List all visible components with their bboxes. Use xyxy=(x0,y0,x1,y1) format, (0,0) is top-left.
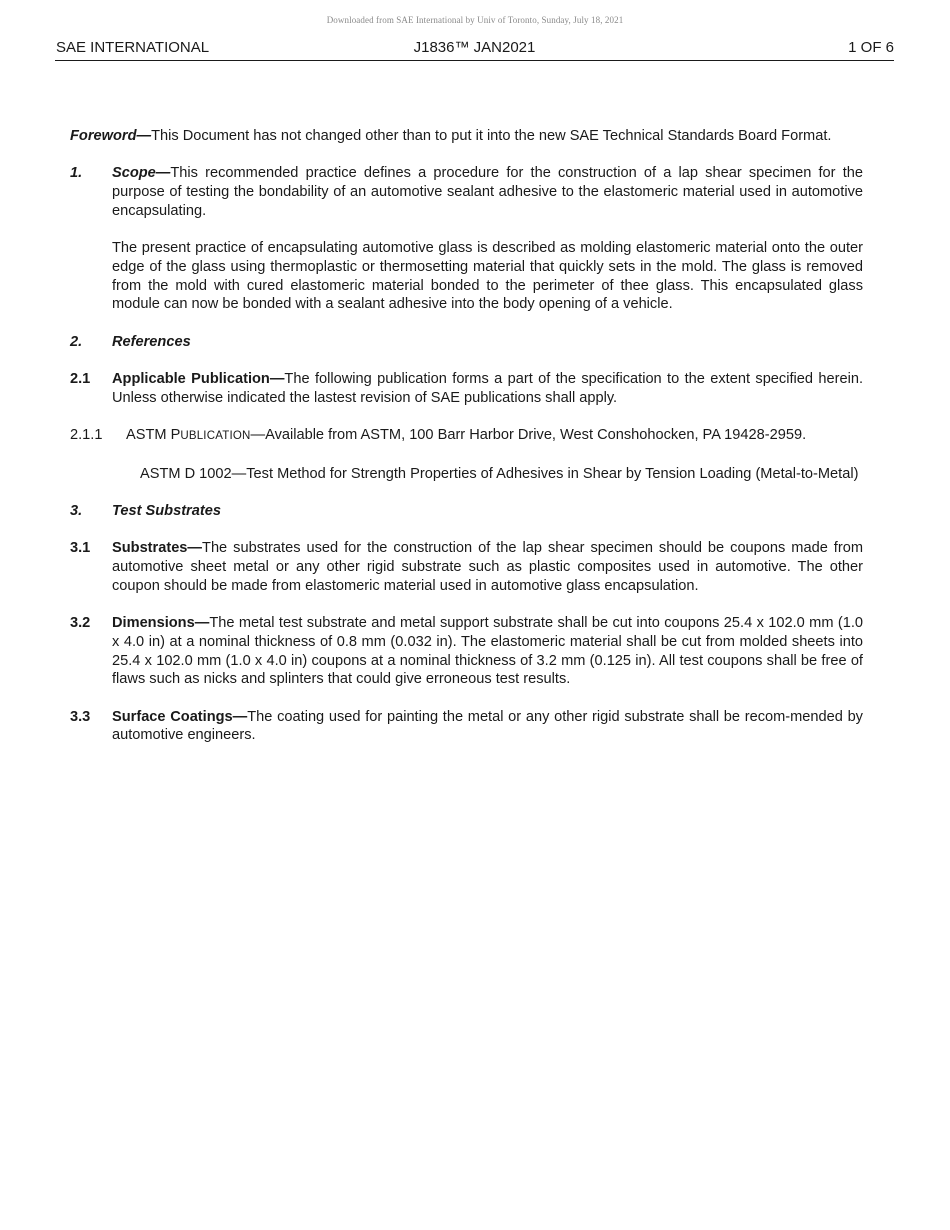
section-number: 3.2 xyxy=(70,615,91,632)
section-text: This recommended practice defines a procedure for the construction of a lap shear specimen for the purpose of testing the bondability of an automotive sealant adhesive to the elastomeric material used in automotive encapsulating. xyxy=(112,165,863,219)
section-text: The following publication forms a part of the specification to the extent specified herein. Unless otherwise indicated the lastest revision of SAE publications shall apply. xyxy=(112,371,863,406)
foreword-text: This Document has not changed other than to put it into the new SAE Technical Standards Board Format. xyxy=(151,128,832,144)
section-label: Scope— xyxy=(112,165,171,182)
section-1-scope xyxy=(70,164,863,220)
reference-astm-d1002 xyxy=(70,465,863,484)
section-3-test-substrates xyxy=(70,502,863,521)
foreword-label: Foreword— xyxy=(70,128,152,144)
section-2-references xyxy=(70,333,863,352)
section-number: 3. xyxy=(70,502,83,519)
section-number: 3.3 xyxy=(70,708,91,725)
section-text: The substrates used for the construction of the lap shear specimen should be coupons made from automotive sheet metal or any other rigid substrate such as plastic composites used in automotive. The other coupon should be made from elastomeric material used in automotive glass encapsulation. xyxy=(112,540,863,594)
page-number: 1 OF 6 xyxy=(848,39,894,56)
section-label-prefix: ASTM P xyxy=(126,427,181,444)
section-3-2-dimensions xyxy=(70,614,863,689)
section-number: 3.1 xyxy=(70,540,91,557)
section-text: The metal test substrate and metal support substrate shall be cut into coupons 25.4 x 102.0 mm (1.0 x 4.0 in) at a nominal thickness of 0.8 mm (0.032 in). The elastomeric material shall be cut from molded sheets into 25.4 x 102.0 mm (1.0 x 4.0 in) coupons at a nominal thickness of 3.2 mm (0.125 in). All test coupons shall be free of flaws such as nicks and splinters that could give erroneous test results. xyxy=(112,615,863,688)
section-text: The coating used for painting the metal or any other rigid substrate shall be recom-mended by automotive engineers. xyxy=(112,708,863,744)
section-label: Applicable Publication— xyxy=(112,371,285,388)
page-header xyxy=(55,38,894,61)
section-2-1-applicable-publication xyxy=(70,370,863,407)
download-watermark: Downloaded from SAE International by Univ of Toronto, Sunday, July 18, 2021 xyxy=(326,15,624,25)
section-title: References xyxy=(112,333,191,350)
section-label: Substrates— xyxy=(112,540,203,557)
scope-paragraph-2 xyxy=(70,239,863,314)
section-number: 1. xyxy=(70,165,83,182)
section-2-1-1-astm-publication xyxy=(70,426,863,446)
section-3-1-substrates xyxy=(70,539,863,595)
document-body xyxy=(70,127,863,745)
section-3-3-surface-coatings xyxy=(70,708,863,745)
section-number: 2.1.1 xyxy=(70,427,103,444)
section-number: 2.1 xyxy=(70,371,91,388)
reference-text: ASTM D 1002—Test Method for Strength Properties of Adhesives in Shear by Tension Loading (Metal-to-Metal) xyxy=(140,465,859,482)
foreword-paragraph xyxy=(70,127,863,146)
section-label: Dimensions— xyxy=(112,615,210,632)
section-title: Test Substrates xyxy=(112,502,221,519)
publisher-name: SAE INTERNATIONAL xyxy=(56,39,210,56)
document-id: J1836™ JAN2021 xyxy=(413,39,536,56)
section-number: 2. xyxy=(70,333,83,350)
section-label-smallcaps: UBLICATION xyxy=(180,430,251,443)
section-text: —Available from ASTM, 100 Barr Harbor Drive, West Conshohocken, PA 19428-2959. xyxy=(250,427,807,444)
section-label: Surface Coatings— xyxy=(112,708,248,725)
section-text: The present practice of encapsulating automotive glass is described as molding elastomeric material onto the outer edge of the glass using thermoplastic or thermosetting material that quickly sets in the mold. The glass is removed from the mold with cured elastomeric material bonded to the perimeter of thee glass. This encapsulated glass module can now be bonded with a sealant adhesive into the body opening of a vehicle. xyxy=(112,240,863,313)
